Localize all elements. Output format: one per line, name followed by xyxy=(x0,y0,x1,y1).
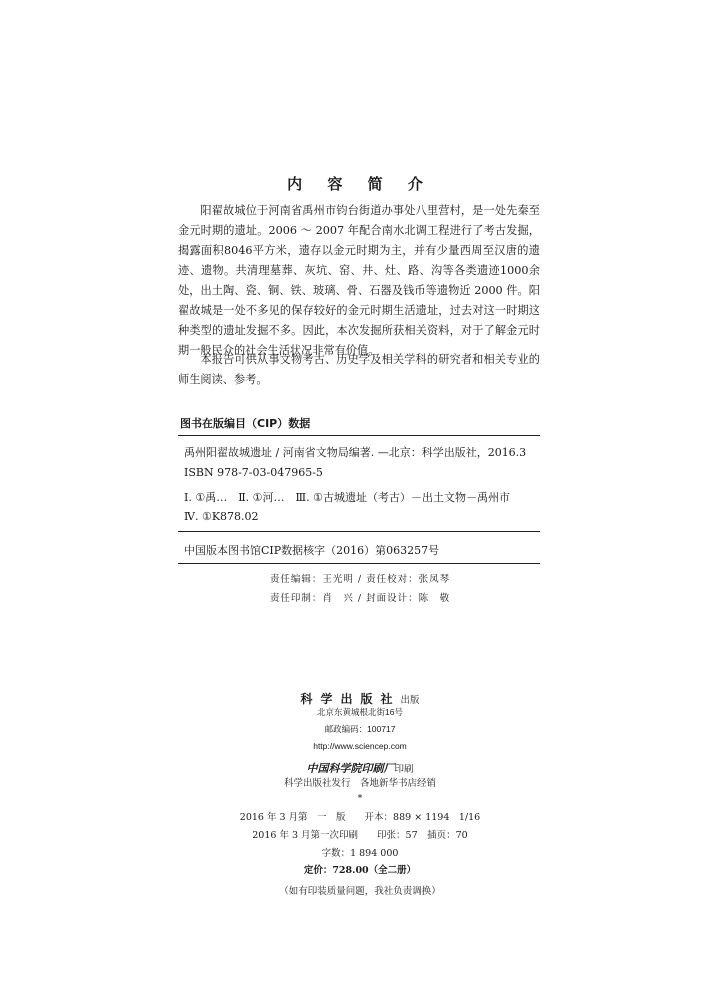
separator-star: * xyxy=(357,793,363,804)
publisher-suffix: 出版 xyxy=(400,695,420,706)
editor-credits: 责任编辑：王光明 / 责任校对：张凤琴 xyxy=(269,574,451,585)
publisher-postcode: 邮政编码：100717 xyxy=(324,724,396,734)
cip-record-number: 中国版本图书馆CIP数据核字（2016）第063257号 xyxy=(184,544,440,557)
edition-line-2: 2016 年 3 月第一次印刷 印张：57 插页：70 xyxy=(252,830,468,841)
publisher-url: http://www.sciencep.com xyxy=(313,741,407,751)
intro-paragraph-2: 本报告可供从事文物考古、历史学及相关学科的研究者和相关专业的师生阅读、参考。 xyxy=(178,353,540,386)
printer-suffix: 印刷 xyxy=(394,764,414,775)
cip-line-title: 禹州阳翟故城遗址 / 河南省文物局编著. —北京：科学出版社，2016.3 xyxy=(184,446,527,459)
cip-middle-rule xyxy=(178,531,540,532)
cip-top-rule xyxy=(178,435,540,436)
distribution-line: 科学出版社发行 各地新华书店经销 xyxy=(283,778,436,789)
quality-notice: （如有印装质量问题，我社负责调换） xyxy=(279,886,441,897)
page-title: 内 容 简 介 xyxy=(287,175,433,193)
cip-heading: 图书在版编目（CIP）数据 xyxy=(180,417,311,430)
edition-line-1: 2016 年 3 月第 一 版 开本：889 × 1194 1/16 xyxy=(239,812,481,823)
word-count: 字数：1 894 000 xyxy=(321,848,399,859)
publisher-address: 北京东黄城根北街16号 xyxy=(317,707,403,717)
production-credits: 责任印制：肖 兴 / 封面设计：陈 敬 xyxy=(269,593,451,604)
cip-line-classification: Ⅳ. ①K878.02 xyxy=(184,510,259,523)
printer-line xyxy=(0,757,720,776)
printer-name: 中国科学院印刷厂 xyxy=(306,762,395,775)
price: 定价：728.00（全二册） xyxy=(303,865,417,876)
publisher-line xyxy=(0,688,720,707)
cip-bottom-rule xyxy=(178,563,540,564)
cip-line-isbn: ISBN 978-7-03-047965-5 xyxy=(184,466,323,479)
publisher-name: 科学出版社 xyxy=(300,692,401,706)
cip-line-subjects: Ⅰ. ①禹… Ⅱ. ①河… Ⅲ. ①古城遗址（考古）－出土文物－禹州市 xyxy=(184,491,510,504)
intro-paragraph-1: 阳翟故城位于河南省禹州市钧台街道办事处八里营村，是一处先秦至金元时期的遗址。2006 ～ 2007 年配合南水北调工程进行了考古发掘，揭露面积8046平方米，遗存以金元时期为主，并有少量西周至汉唐的遗迹、遗物。共清理墓葬、灰坑、窑、井、灶、路、沟等各类遗迹1000余处，出土陶、瓷、铜、铁、玻璃、骨、石器及钱币等遗物近 2000 件。阳翟故城是一处不多见的保存较好的金元时期生活遗址，过去对这一时期这种类型的遗址发掘不多。因此，本次发掘所获相关资料，对于了解金元时期一般民众的社会生活状况非常有价值。 xyxy=(178,204,540,357)
